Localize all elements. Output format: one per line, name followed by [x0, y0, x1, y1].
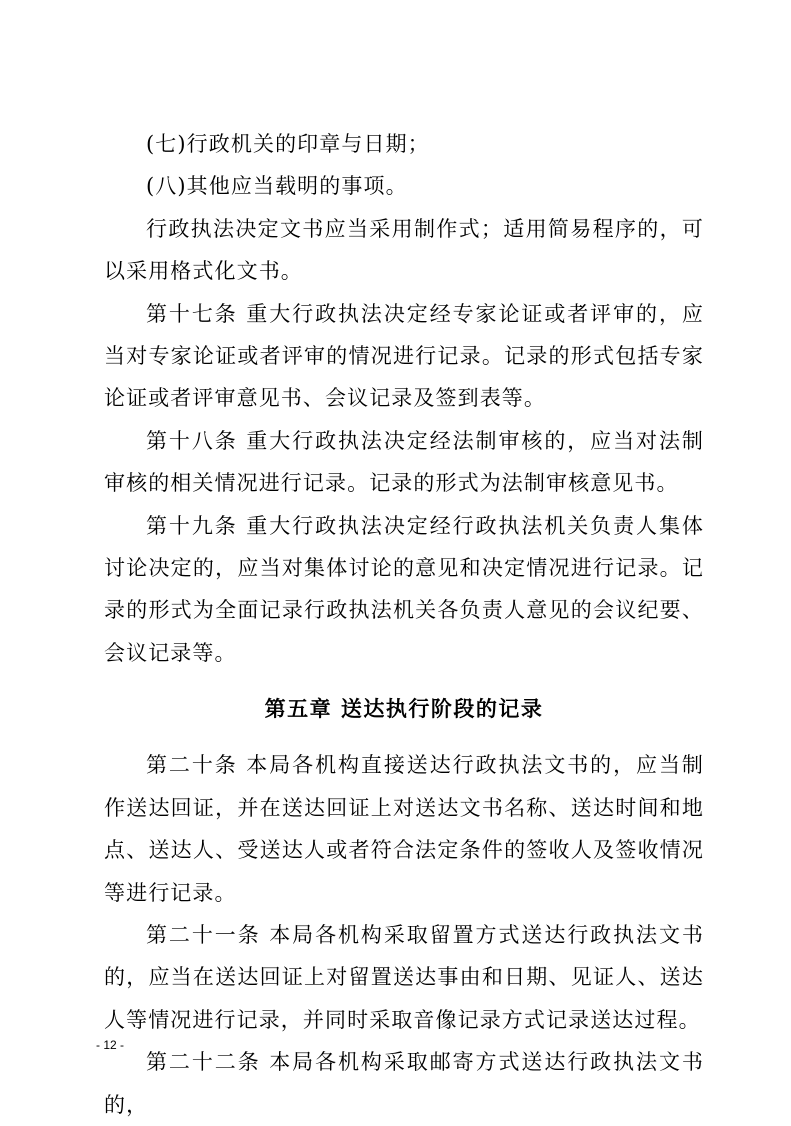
article-21: 第二十一条 本局各机构采取留置方式送达行政执法文书的，应当在送达回证上对留置送达事由和日期、见证人、送达人等情况进行记录，并同时采取音像记录方式记录送达过程。	[104, 922, 704, 1032]
chapter-title: 第五章 送达执行阶段的记录	[264, 697, 544, 722]
page-number: - 12 -	[96, 1038, 125, 1052]
document-body	[104, 123, 704, 1126]
list-item-eight: (八)其他应当载明的事项。	[146, 174, 408, 199]
article-22: 第二十二条 本局各机构采取邮寄方式送达行政执法文书的，	[104, 1050, 704, 1117]
list-item-seven: (七)行政机关的印章与日期；	[146, 132, 430, 156]
article-19: 第十九条 重大行政执法决定经行政执法机关负责人集体讨论决定的，应当对集体讨论的意见和决定情况进行记录。记录的形式为全面记录行政执法机关各负责人意见的会议纪要、会议记录等。	[104, 513, 704, 665]
paragraph-document-format: 行政执法决定文书应当采用制作式；适用简易程序的，可以采用格式化文书。	[104, 216, 704, 284]
article-17: 第十七条 重大行政执法决定经专家论证或者评审的，应当对专家论证或者评审的情况进行记录。记录的形式包括专家论证或者评审意见书、会议记录及签到表等。	[104, 301, 704, 411]
article-18: 第十八条 重大行政执法决定经法制审核的，应当对法制审核的相关情况进行记录。记录的形式为法制审核意见书。	[104, 428, 704, 496]
article-20: 第二十条 本局各机构直接送达行政执法文书的，应当制作送达回证，并在送达回证上对送达文书名称、送达时间和地点、送达人、受送达人或者符合法定条件的签收人及签收情况等进行记录。	[104, 753, 704, 905]
